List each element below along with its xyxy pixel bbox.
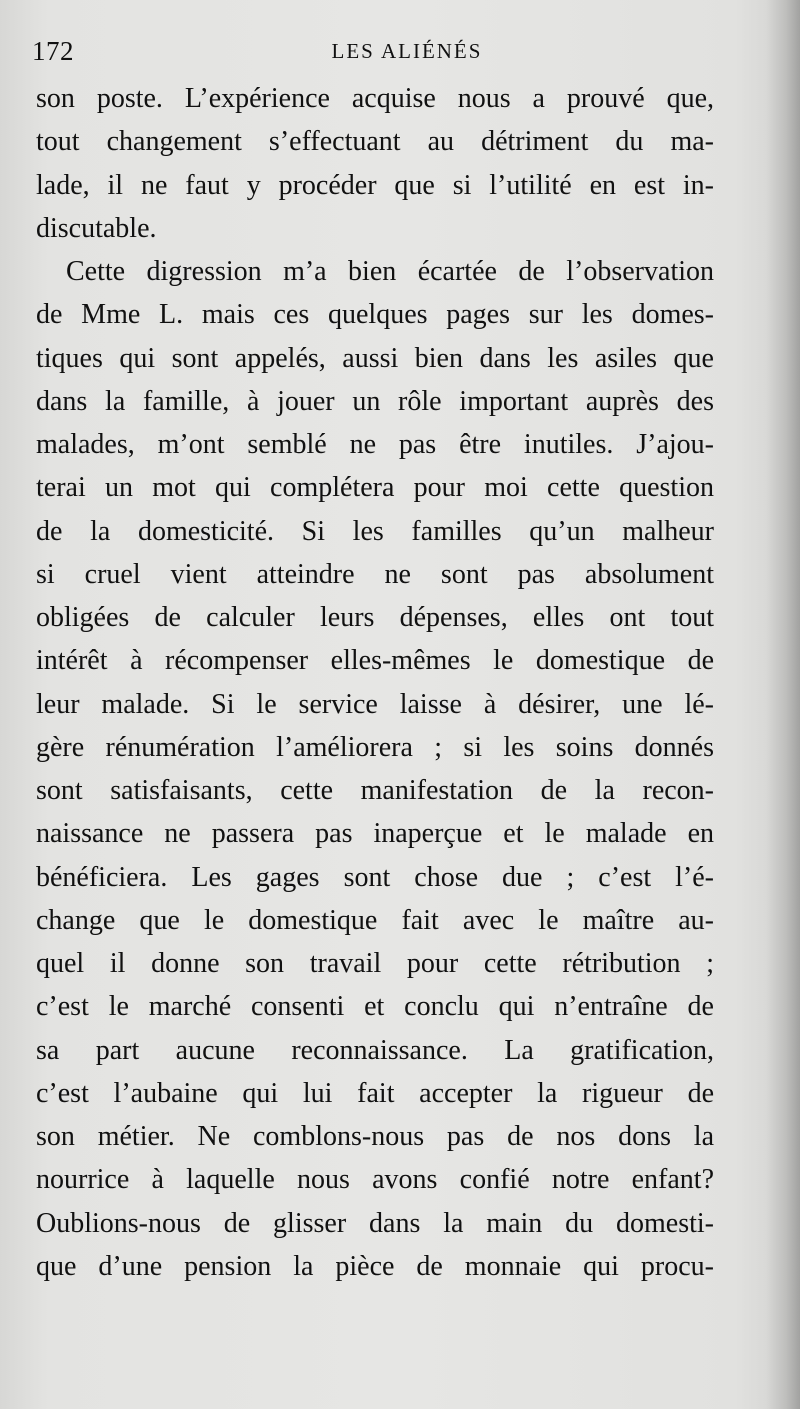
- text-line: de Mme L. mais ces quelques pages sur les domes-: [36, 299, 714, 331]
- paragraph-first-line: Cette digression m’a bien écartée de l’observation: [66, 256, 714, 287]
- running-head: LES ALIÉNÉS: [331, 39, 483, 63]
- text-line: intérêt à récompenser elles-mêmes le domestique de: [36, 645, 714, 677]
- text-line: si cruel vient atteindre ne sont pas absolument: [36, 558, 714, 590]
- text-line: gère rénumération l’améliorera ; si les soins donnés: [36, 731, 714, 763]
- text-line: c’est l’aubaine qui lui fait accepter la rigueur de: [36, 1077, 714, 1109]
- text-line: quel il donne son travail pour cette rétribution ;: [36, 948, 714, 979]
- text-line: obligées de calculer leurs dépenses, elles ont tout: [36, 602, 714, 633]
- text-line: terai un mot qui complétera pour moi cette question: [36, 472, 714, 504]
- text-line: sont satisfaisants, cette manifestation de la recon-: [36, 775, 714, 806]
- text-line: lade, il ne faut y procéder que si l’utilité en est in-: [36, 169, 714, 201]
- text-line: dans la famille, à jouer un rôle important auprès des: [36, 385, 714, 417]
- text-line: change que le domestique fait avec le maître au-: [36, 904, 714, 936]
- text-line: malades, m’ont semblé ne pas être inutiles. J’ajou-: [36, 429, 714, 460]
- text-line: nourrice à laquelle nous avons confié notre enfant?: [36, 1164, 714, 1196]
- text-line: leur malade. Si le service laisse à désirer, une lé-: [36, 688, 714, 720]
- text-line: bénéficiera. Les gages sont chose due ; c’est l’é-: [36, 861, 714, 893]
- text-line: sa part aucune reconnaissance. La gratification,: [36, 1034, 714, 1066]
- text-line: son métier. Ne comblons-nous pas de nos dons la: [36, 1121, 714, 1152]
- text-line: naissance ne passera pas inaperçue et le malade en: [36, 818, 714, 850]
- text-line: Oublions-nous de glisser dans la main du domesti-: [36, 1207, 714, 1239]
- text-line: c’est le marché consenti et conclu qui n’entraîne de: [36, 991, 714, 1023]
- text-line: tout changement s’effectuant au détriment du ma-: [36, 126, 714, 158]
- text-line: son poste. L’expérience acquise nous a prouvé que,: [36, 83, 714, 114]
- body-text: [36, 77, 714, 1288]
- page-edge-shadow: [766, 0, 800, 1409]
- text-line: que d’une pension la pièce de monnaie qui procu-: [36, 1250, 714, 1282]
- text-line: discutable.: [36, 212, 157, 244]
- text-line: de la domesticité. Si les familles qu’un malheur: [36, 515, 714, 547]
- text-line: tiques qui sont appelés, aussi bien dans les asiles que: [36, 342, 714, 374]
- page-number: 172: [32, 36, 74, 66]
- page-header: [32, 36, 712, 72]
